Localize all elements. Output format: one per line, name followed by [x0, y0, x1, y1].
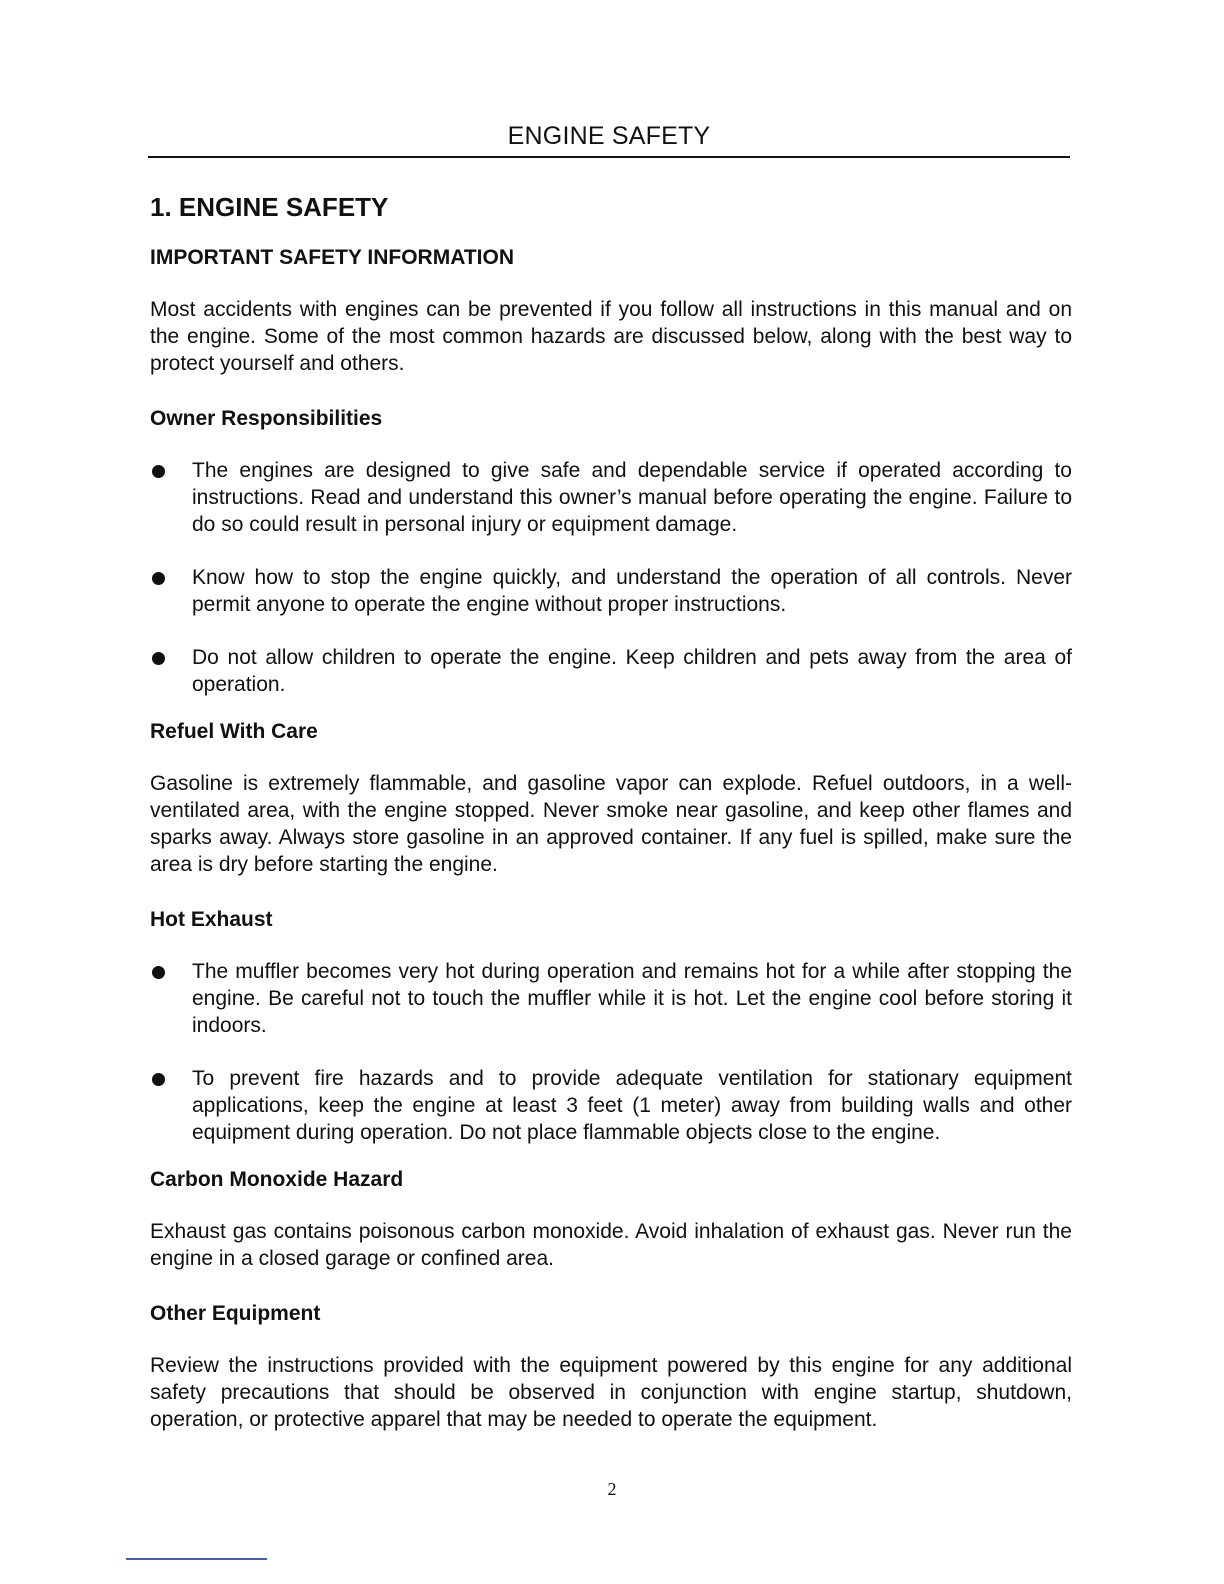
page-number: 2 [607, 1479, 617, 1499]
bullet-icon [152, 572, 165, 585]
header-rule [148, 156, 1070, 158]
bullet-icon [152, 966, 165, 979]
page-content [150, 190, 1072, 1433]
carbon-monoxide-heading: Carbon Monoxide Hazard [150, 1168, 404, 1191]
bullet-text: The engines are designed to give safe and dependable service if operated according to instructions. Read and understand this owner’s manual before operating the engine. Failure to do so could result in personal injury or equipment damage. [192, 459, 1072, 536]
refuel-paragraph: Gasoline is extremely flammable, and gasoline vapor can explode. Refuel outdoors, in a well-ventilated area, with the engine stopped. Never smoke near gasoline, and keep other flames and sparks away. Always store gasoline in an approved container. If any fuel is spilled, make sure the area is dry before starting the engine. [150, 772, 1072, 876]
bullet-icon [152, 465, 165, 478]
bullet-text: To prevent fire hazards and to provide adequate ventilation for stationary equipment applications, keep the engine at least 3 feet (1 meter) away from building walls and other equipment during operation. Do not place flammable objects close to the engine. [192, 1067, 1072, 1144]
running-header: ENGINE SAFETY [507, 122, 711, 150]
carbon-monoxide-paragraph: Exhaust gas contains poisonous carbon monoxide. Avoid inhalation of exhaust gas. Never run the engine in a closed garage or confined area. [150, 1220, 1072, 1270]
intro-paragraph: Most accidents with engines can be prevented if you follow all instructions in this manual and on the engine. Some of the most common hazards are discussed below, along with the best way to protect yourself and others. [150, 298, 1072, 375]
important-safety-heading: IMPORTANT SAFETY INFORMATION [150, 246, 514, 269]
other-equipment-paragraph: Review the instructions provided with the equipment powered by this engine for any additional safety precautions that should be observed in conjunction with engine startup, shutdown, operation, or protective apparel that may be needed to operate the equipment. [150, 1354, 1072, 1431]
list-item [150, 958, 1072, 1039]
bullet-text: The muffler becomes very hot during operation and remains hot for a while after stopping the engine. Be careful not to touch the muffler while it is hot. Let the engine cool before storing it indoors. [192, 960, 1072, 1037]
list-item [150, 644, 1072, 698]
bullet-icon [152, 652, 165, 665]
section-title: 1. ENGINE SAFETY [150, 192, 389, 222]
list-item [150, 457, 1072, 538]
owner-responsibilities-heading: Owner Responsibilities [150, 407, 383, 430]
hot-exhaust-list [150, 958, 1072, 1146]
other-equipment-heading: Other Equipment [150, 1302, 321, 1325]
list-item [150, 1065, 1072, 1146]
owner-responsibilities-list [150, 457, 1072, 698]
bullet-text: Know how to stop the engine quickly, and understand the operation of all controls. Never permit anyone to operate the engine without proper instructions. [192, 566, 1072, 616]
bullet-text: Do not allow children to operate the engine. Keep children and pets away from the area of operation. [192, 646, 1072, 696]
refuel-heading: Refuel With Care [150, 720, 318, 743]
bottom-edge-mark [126, 1558, 267, 1560]
list-item [150, 564, 1072, 618]
bullet-icon [152, 1073, 165, 1086]
hot-exhaust-heading: Hot Exhaust [150, 908, 273, 931]
